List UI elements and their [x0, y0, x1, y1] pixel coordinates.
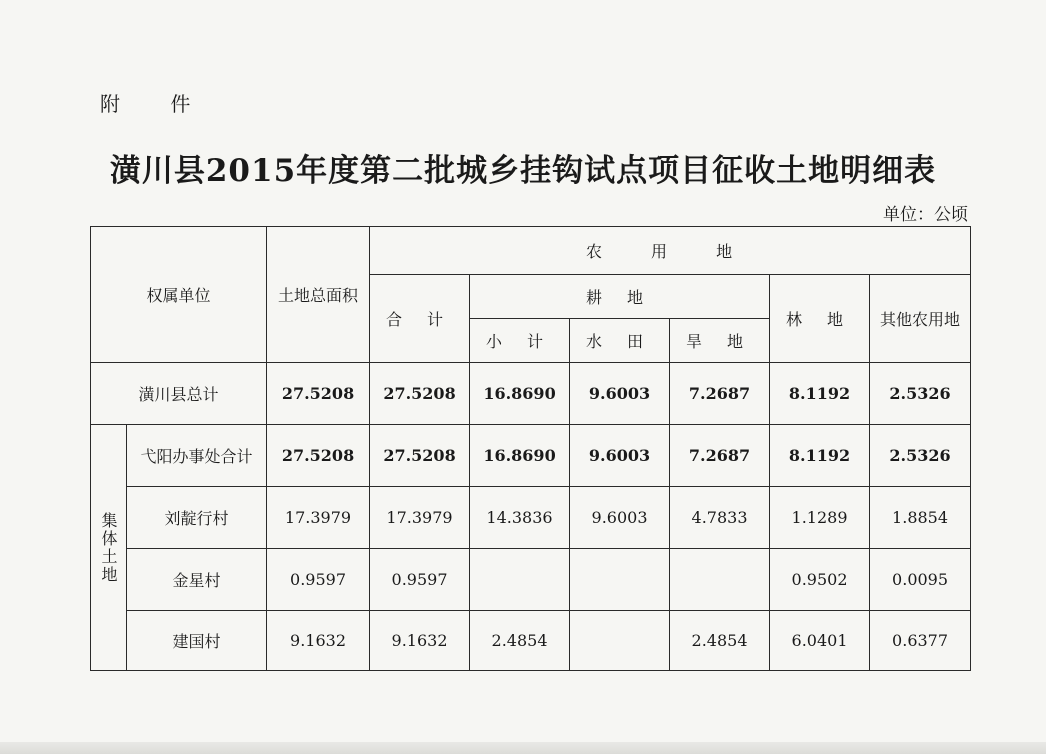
- cell-dry: 7.2687: [670, 425, 770, 487]
- table-row: [91, 363, 971, 425]
- cell-other: 2.5326: [870, 363, 971, 425]
- cell-total: 27.5208: [267, 425, 370, 487]
- collective-land-text: 集体土地: [99, 511, 118, 584]
- cell-dry: 4.7833: [670, 487, 770, 549]
- attachment-label: 附 件: [100, 92, 213, 116]
- cell-forest: 0.9502: [770, 549, 870, 611]
- cell-forest: 1.1289: [770, 487, 870, 549]
- cell-paddy: 9.6003: [570, 363, 670, 425]
- cell-other: 0.0095: [870, 549, 971, 611]
- cell-total: 9.1632: [267, 611, 370, 671]
- header-dry: 旱 地: [670, 319, 770, 363]
- cell-cultivated: 16.8690: [470, 363, 570, 425]
- cell-agri: 9.1632: [370, 611, 470, 671]
- cell-cultivated: 2.4854: [470, 611, 570, 671]
- cell-dry: 7.2687: [670, 363, 770, 425]
- header-subtotal: 合 计: [370, 275, 470, 363]
- cell-forest: 6.0401: [770, 611, 870, 671]
- header-owner: 权属单位: [91, 227, 267, 363]
- cell-agri: 27.5208: [370, 425, 470, 487]
- header-total-area: 土地总面积: [267, 227, 370, 363]
- cell-forest: 8.1192: [770, 425, 870, 487]
- cell-dry: 2.4854: [670, 611, 770, 671]
- row-name: 金星村: [127, 549, 267, 611]
- row-name: 弋阳办事处合计: [127, 425, 267, 487]
- cell-total: 17.3979: [267, 487, 370, 549]
- cell-dry: [670, 549, 770, 611]
- header-cultivated: 耕 地: [470, 275, 770, 319]
- row-name: 潢川县总计: [91, 363, 267, 425]
- header-other-agri: 其他农用地: [870, 275, 971, 363]
- cell-other: 0.6377: [870, 611, 971, 671]
- header-agri-land: 农 用 地: [370, 227, 971, 275]
- page-title: 潢川县2015年度第二批城乡挂钩试点项目征收土地明细表: [109, 153, 937, 189]
- row-name: 建国村: [127, 611, 267, 671]
- cell-paddy: [570, 549, 670, 611]
- table-row: [91, 611, 971, 671]
- header-forest: 林 地: [770, 275, 870, 363]
- cell-agri: 17.3979: [370, 487, 470, 549]
- land-detail-table: [90, 226, 971, 671]
- cell-total: 0.9597: [267, 549, 370, 611]
- table-row: [91, 425, 971, 487]
- collective-land-label: [91, 425, 127, 671]
- header-small-sum: 小 计: [470, 319, 570, 363]
- row-name: 刘靛行村: [127, 487, 267, 549]
- cell-cultivated: 16.8690: [470, 425, 570, 487]
- cell-paddy: 9.6003: [570, 487, 670, 549]
- scan-edge: [0, 742, 1046, 754]
- cell-total: 27.5208: [267, 363, 370, 425]
- cell-cultivated: 14.3836: [470, 487, 570, 549]
- cell-paddy: [570, 611, 670, 671]
- cell-agri: 27.5208: [370, 363, 470, 425]
- cell-cultivated: [470, 549, 570, 611]
- header-paddy: 水 田: [570, 319, 670, 363]
- cell-other: 2.5326: [870, 425, 971, 487]
- table-row: [91, 487, 971, 549]
- table-row: [91, 549, 971, 611]
- cell-other: 1.8854: [870, 487, 971, 549]
- cell-forest: 8.1192: [770, 363, 870, 425]
- cell-agri: 0.9597: [370, 549, 470, 611]
- cell-paddy: 9.6003: [570, 425, 670, 487]
- unit-label: 单位：公顷: [883, 205, 968, 225]
